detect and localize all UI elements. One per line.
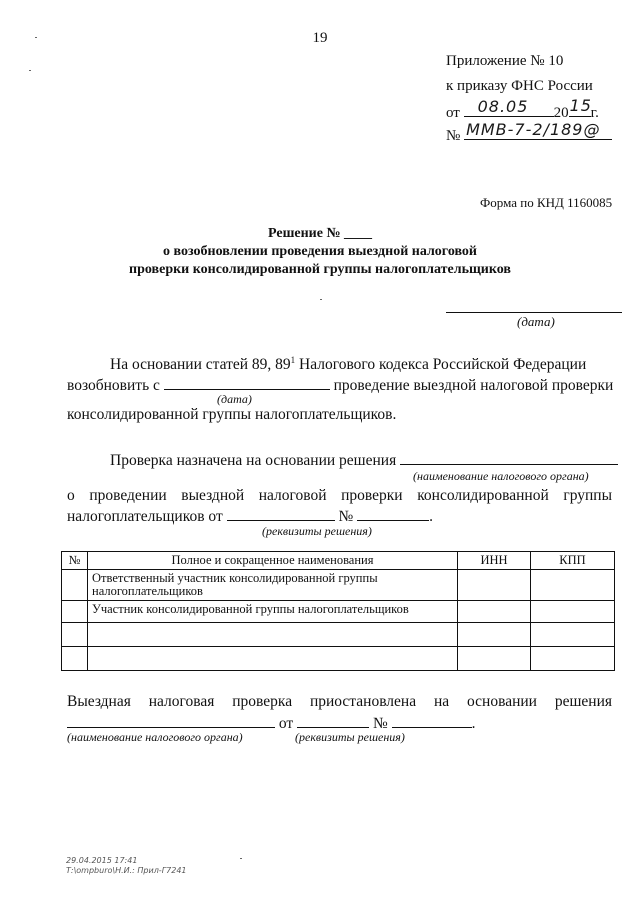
- decision-subtitle-1: о возобновлении проведения выездной налоговой: [163, 244, 477, 259]
- text-span: от: [278, 715, 294, 732]
- table-cell: [62, 570, 88, 601]
- suspension-details-caption: (реквизиты решения): [295, 730, 405, 744]
- table-cell: [458, 623, 531, 647]
- text-span: проведение выездной налоговой проверки: [333, 377, 614, 394]
- text-span: .: [471, 715, 476, 732]
- table-cell: Участник консолидированной группы налогоплательщиков: [88, 601, 458, 623]
- suspension-authority-blank: [67, 712, 275, 728]
- superscript: 1: [290, 355, 296, 365]
- participants-table: [61, 551, 615, 671]
- footer-filepath: Т:\ompburo\Н.И.: Прил-Г7241: [66, 866, 187, 875]
- text-span: налогоплательщиков от: [67, 508, 223, 525]
- table-header-cell: ИНН: [458, 552, 531, 570]
- appendix-date-line: [446, 96, 599, 122]
- decision-date-blank: [227, 505, 335, 521]
- scan-speck: [240, 858, 242, 859]
- scan-speck: [320, 299, 322, 300]
- table-header-cell: КПП: [531, 552, 615, 570]
- table-cell: [88, 647, 458, 671]
- page-number: 19: [312, 30, 328, 46]
- suspension-authority-caption: (наименование налогового органа): [67, 730, 243, 744]
- table-cell: [458, 570, 531, 601]
- date-caption: (дата): [517, 314, 555, 329]
- date-prefix: от: [446, 105, 460, 121]
- table-cell: [458, 647, 531, 671]
- resume-date-blank: [164, 374, 330, 390]
- suspension-number-blank: [392, 712, 472, 728]
- table-cell: [62, 623, 88, 647]
- scan-speck: [35, 37, 37, 38]
- text-span: №: [338, 508, 354, 525]
- handwritten-order-number: ММВ-7-2/189@: [466, 120, 601, 139]
- handwritten-year: 15: [569, 96, 592, 115]
- table-header-row: [62, 552, 615, 570]
- resume-date-caption: (дата): [217, 392, 252, 406]
- table-cell: Ответственный участник консолидированной группы налогоплательщиков: [88, 570, 458, 601]
- paragraph2-line1: [110, 449, 618, 470]
- year-blank: [569, 96, 592, 117]
- text-span: возобновить с: [67, 377, 160, 394]
- text-span: .: [429, 508, 434, 525]
- paragraph2-line3: [67, 505, 433, 526]
- appendix-order-number-line: [446, 120, 612, 145]
- table-header-cell: №: [62, 552, 88, 570]
- table-header-cell: Полное и сокращенное наименования: [88, 552, 458, 570]
- paragraph1-line1: [110, 355, 586, 374]
- text-span: На основании статей 89, 89: [110, 356, 291, 374]
- text-span: №: [372, 715, 388, 732]
- table-cell: [531, 570, 615, 601]
- table-cell: [62, 647, 88, 671]
- table-row: [62, 570, 615, 601]
- text-span: Налогового кодекса Российской Федерации: [295, 356, 587, 374]
- authority-caption: (наименование налогового органа): [413, 469, 589, 483]
- text-span: Проверка назначена на основании решения: [110, 452, 397, 469]
- suspension-date-blank: [297, 712, 369, 728]
- table-row: [62, 647, 615, 671]
- table-cell: [458, 601, 531, 623]
- appendix-order: к приказу ФНС России: [446, 78, 593, 94]
- form-code: Форма по КНД 1160085: [480, 195, 613, 210]
- year-suffix: г.: [590, 105, 599, 121]
- order-number-blank: [464, 120, 612, 140]
- number-prefix: №: [446, 128, 461, 144]
- table-cell: [531, 601, 615, 623]
- table-cell: [88, 623, 458, 647]
- paragraph2-line2: о проведении выездной налоговой проверки консолидированной группы: [67, 487, 612, 504]
- decision-details-caption: (реквизиты решения): [262, 524, 372, 538]
- decision-subtitle-2: проверки консолидированной группы налогоплательщиков: [129, 262, 511, 277]
- paragraph3-line1: Выездная налоговая проверка приостановлена на основании решения: [67, 693, 612, 710]
- date-blank: [464, 97, 554, 117]
- date-line: [446, 312, 622, 313]
- table-cell: [531, 647, 615, 671]
- year-prefix: 20: [553, 105, 569, 121]
- appendix-number: Приложение № 10: [446, 53, 564, 69]
- paragraph1-line3: консолидированной группы налогоплательщиков.: [67, 406, 397, 423]
- table-row: [62, 623, 615, 647]
- decision-title: Решение № ____: [267, 226, 373, 241]
- paragraph1-line2: [67, 374, 613, 395]
- table-cell: [62, 601, 88, 623]
- table-row: [62, 601, 615, 623]
- scan-speck: [29, 70, 31, 71]
- footer-timestamp: 29.04.2015 17:41: [66, 856, 138, 865]
- handwritten-date: 08.05: [477, 97, 529, 116]
- authority-blank: [400, 449, 618, 465]
- decision-number-blank: [357, 505, 429, 521]
- table-cell: [531, 623, 615, 647]
